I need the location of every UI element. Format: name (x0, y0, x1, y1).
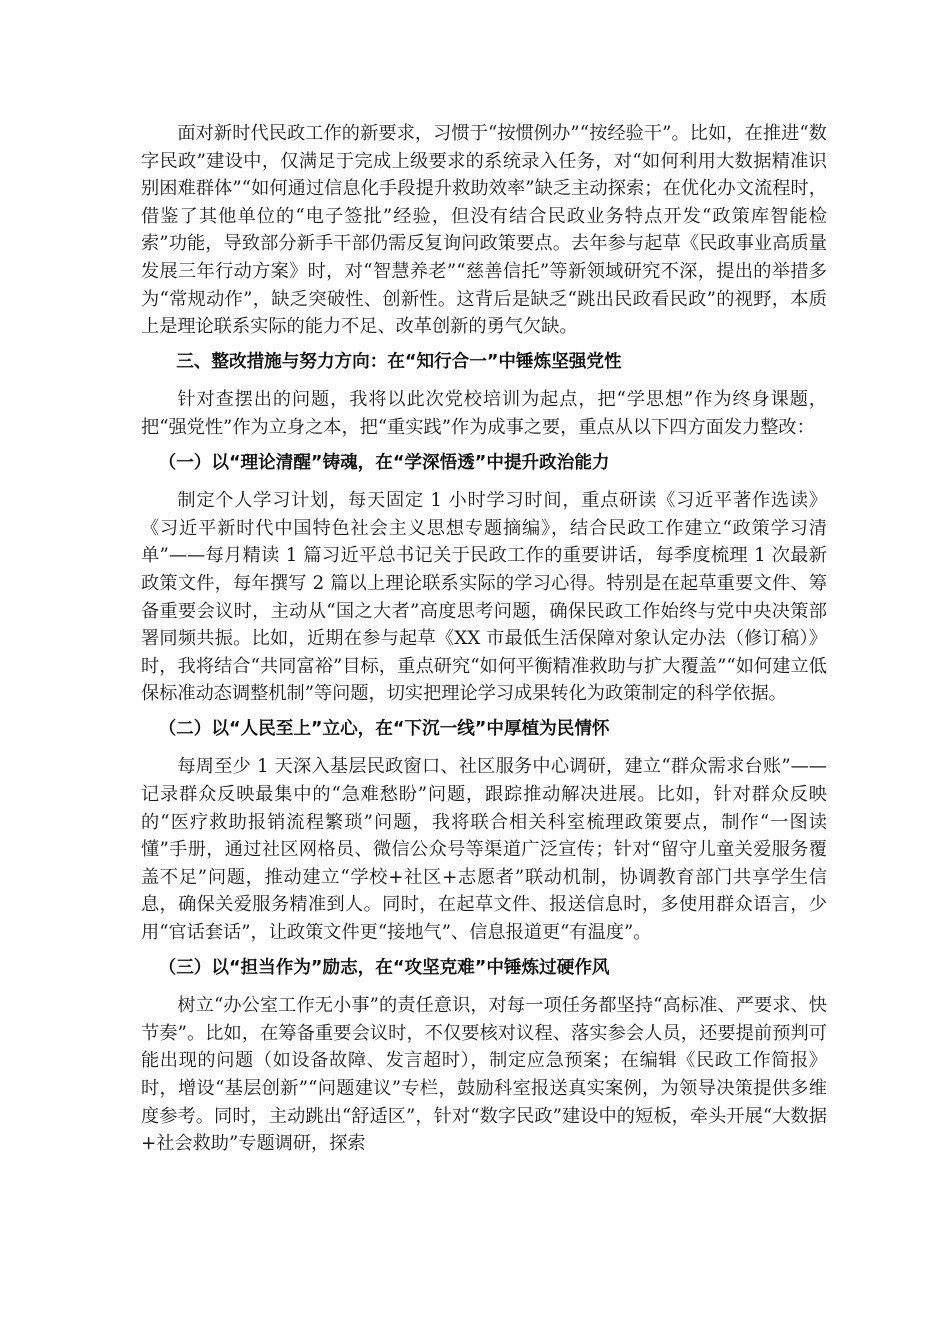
subsection-one-body: 制定个人学习计划，每天固定 1 小时学习时间，重点研读《习近平著作选读》《习近平新时代中国特色社会主义思想专题摘编》，结合民政工作建立“政策学习清单”——每月精读 1 篇习近平总书记关于民政工作的重要讲话，每季度梳理 1 次最新政策文件，每年撰写 2 篇以上理论联系实际的学习心得。特别是在起草重要文件、筹备重要会议时，主动从“国之大者”高度思考问题，确保民政工作始终与党中央决策部署同频共振。比如，近期在参与起草《XX 市最低生活保障对象认定办法（修订稿）》时，我将结合“共同富裕”目标，重点研究“如何平衡精准救助与扩大覆盖”“如何建立低保标准动态调整机制”等问题，切实把理论学习成果转化为政策制定的科学依据。 (141, 490, 827, 705)
subsection-three-heading: （三）以“担当作为”励志，在“攻坚克难”中锤炼过硬作风 (158, 957, 610, 978)
subsection-two-body: 每周至少 1 天深入基层民政窗口、社区服务中心调研，建立“群众需求台账”——记录群众反映最集中的“急难愁盼”问题，跟踪推动解决进展。比如，针对群众反映的“医疗救助报销流程繁琐”问题，我将联合相关科室梳理政策要点，制作“一图读懂”手册，通过社区网格员、微信公众号等渠道广泛宣传；针对“留守儿童关爱服务覆盖不足”问题，推动建立“学校+社区+志愿者”联动机制，协调教育部门共享学生信息，确保关爱服务精准到人。同时，在起草文件、报送信息时，多使用群众语言，少用“官话套话”，让政策文件更“接地气”、信息报道更“有温度”。 (141, 756, 827, 944)
paragraph-innovation-deficiency: 面对新时代民政工作的新要求，习惯于“按惯例办”“按经验干”。比如，在推进“数字民政”建设中，仅满足于完成上级要求的系统录入任务，对“如何利用大数据精准识别困难群体”“如何通过信息化手段提升救助效率”缺乏主动探索；在优化办文流程时，借鉴了其他单位的“电子签批”经验，但没有结合民政业务特点开发“政策库智能检索”功能，导致部分新手干部仍需反复询问政策要点。去年参与起草《民政事业高质量发展三年行动方案》时，对“智慧养老”“慈善信托”等新领域研究不深，提出的举措多为“常规动作”，缺乏突破性、创新性。这背后是缺乏“跳出民政看民政”的视野，本质上是理论联系实际的能力不足、改革创新的勇气欠缺。 (141, 123, 827, 338)
section-three-intro: 针对查摆出的问题，我将以此次党校培训为起点，把“学思想”作为终身课题，把“强党性”作为立身之本，把“重实践”作为成事之要，重点从以下四方面发力整改： (141, 389, 827, 438)
document-page (141, 120, 827, 1162)
subsection-one-heading: （一）以“理论清醒”铸魂，在“学深悟透”中提升政治能力 (158, 452, 610, 473)
subsection-three-body: 树立“办公室工作无小事”的责任意识，对每一项任务都坚持“高标准、严要求、快节奏”。比如，在筹备重要会议时，不仅要核对议程、落实参会人员，还要提前预判可能出现的问题（如设备故障、发言超时），制定应急预案；在编辑《民政工作简报》时，增设“基层创新”“问题建议”专栏，鼓励科室报送真实案例，为领导决策提供多维度参考。同时，主动跳出“舒适区”，针对“数字民政”建设中的短板，牵头开展“大数据+社会救助”专题调研，探索 (141, 995, 827, 1155)
subsection-two-heading: （二）以“人民至上”立心，在“下沉一线”中厚植为民情怀 (158, 718, 610, 739)
section-three-heading: 三、整改措施与努力方向：在“知行合一”中锤炼坚强党性 (176, 351, 622, 372)
